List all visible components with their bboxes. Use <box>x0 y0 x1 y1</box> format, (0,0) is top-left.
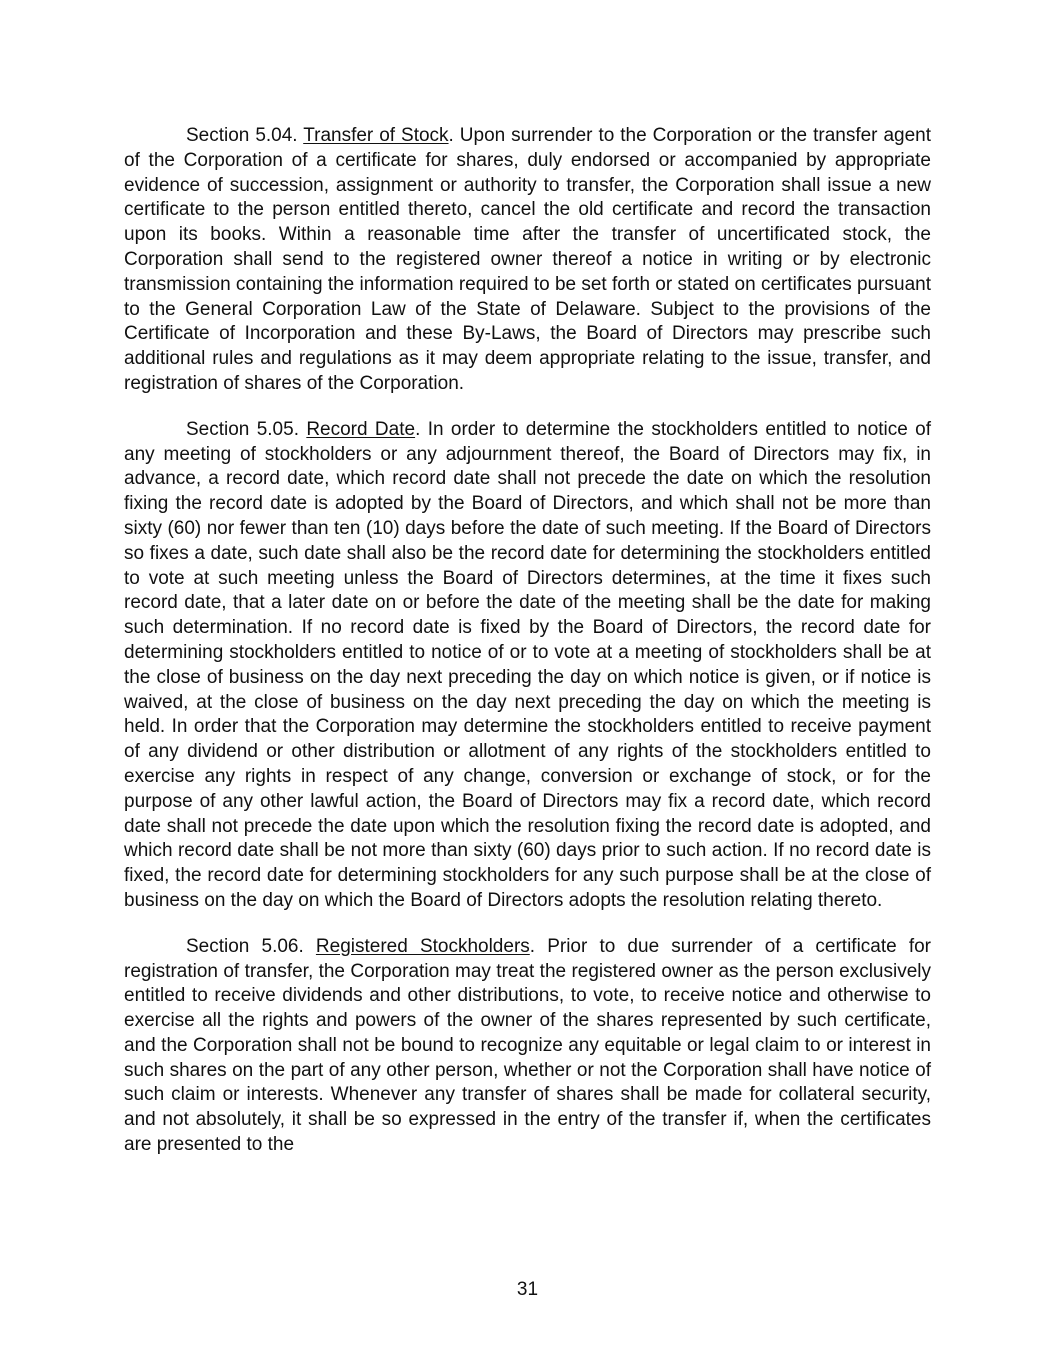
section-body: Prior to due surrender of a certificate for registration of transfer, the Corporation may treat the registered owner as the person exclusively entitled to receive dividends and other distributions, to vote, to receive notice and otherwise to exercise all the rights and powers of the owner of the shares represented by such certificate, and the Corporation shall not be bound to recognize any equitable or legal claim to or interest in such shares on the part of any other person, whether or not the Corporation shall have notice of such claim or interests. Whenever any transfer of shares shall be made for collateral security, and not absolutely, it shall be so expressed in the entry of the transfer if, when the certificates are presented to the <box>124 935 932 1156</box>
section-heading: Registered Stockholders <box>315 935 530 957</box>
section-number: Section 5.04. <box>186 125 298 146</box>
document-page <box>124 124 931 1179</box>
section-body: In order to determine the stockholders entitled to notice of any meeting of stockholders or any adjournment thereof, the Board of Directors may fix, in advance, a record date, which record date shall not precede the date on which the resolution fixing the record date is adopted by the Board of Directors, and which shall not be more than sixty (60) nor fewer than ten (10) days before the date of such meeting. If the Board of Directors so fixes a date, such date shall also be the record date for determining the stockholders entitled to vote at such meeting unless the Board of Directors determines, at the time it fixes such record date, that a later date on or before the date of the meeting shall be the date for making such determination. If no record date is fixed by the Board of Directors, the record date for determining stockholders entitled to notice of or to vote at a meeting of stockholders shall be at the close of business on the day next preceding the day on which notice is given, or if notice is waived, at the close of business on the day next preceding the day on which the meeting is held. In order that the Corporation may determine the stockholders entitled to receive payment of any dividend or other distribution or allotment of any rights of the stockholders entitled to exercise any rights in respect of any change, conversion or exchange of stock, or for the purpose of any other lawful action, the Board of Directors may fix a record date, which record date shall not precede the date upon which the resolution fixing the record date is adopted, and which record date shall be not more than sixty (60) days prior to such action. If no record date is fixed, the record date for determining stockholders for any such purpose shall be at the close of business on the day on which the Board of Directors adopts the resolution relating thereto. <box>124 418 932 911</box>
page-number: 31 <box>516 1279 539 1300</box>
section-number: Section 5.05. <box>186 418 299 440</box>
section-5-04: Section 5.04. Transfer of Stock. Upon surrender to the Corporation or the transfer agent of the Corporation of a certificate for shares, duly endorsed or accompanied by appropriate evidence of succession, assignment or authority to transfer, the Corporation shall issue a new certificate to the person entitled thereto, cancel the old certificate and record the transaction upon its books. Within a reasonable time after the transfer of uncertificated stock, the Corporation shall send to the registered owner thereof a notice in writing or by electronic transmission containing the information required to be set forth or stated on certificates pursuant to the General Corporation Law of the State of Delaware. Subject to the provisions of the Certificate of Incorporation and these By-Laws, the Board of Directors may prescribe such additional rules and regulations as it may deem appropriate relating to the issue, transfer, and registration of shares of the Corporation. <box>124 125 931 394</box>
section-5-06: Section 5.06. Registered Stockholders. Prior to due surrender of a certificate for registration of transfer, the Corporation may treat the registered owner as the person exclusively entitled to receive dividends and other distributions, to vote, to receive notice and otherwise to exercise all the rights and powers of the owner of the shares represented by such certificate, and the Corporation shall not be bound to recognize any equitable or legal claim to or interest in such shares on the part of any other person, whether or not the Corporation shall have notice of such claim or interests. Whenever any transfer of shares shall be made for collateral security, and not absolutely, it shall be so expressed in the entry of the transfer if, when the certificates are presented to the <box>124 935 932 1156</box>
section-number: Section 5.06. <box>186 935 304 957</box>
section-body: Upon surrender to the Corporation or the transfer agent of the Corporation of a certificate for shares, duly endorsed or accompanied by appropriate evidence of succession, assignment or authority to transfer, the Corporation shall issue a new certificate to the person entitled thereto, cancel the old certificate and record the transaction upon its books. Within a reasonable time after the transfer of uncertificated stock, the Corporation shall send to the registered owner thereof a notice in writing or by electronic transmission containing the information required to be set forth or stated on certificates pursuant to the General Corporation Law of the State of Delaware. Subject to the provisions of the Certificate of Incorporation and these By-Laws, the Board of Directors may prescribe such additional rules and regulations as it may deem appropriate relating to the issue, transfer, and registration of shares of the Corporation. <box>124 125 931 394</box>
section-5-05: Section 5.05. Record Date. In order to determine the stockholders entitled to notice of any meeting of stockholders or any adjournment thereof, the Board of Directors may fix, in advance, a record date, which record date shall not precede the date on which the resolution fixing the record date is adopted by the Board of Directors, and which shall not be more than sixty (60) nor fewer than ten (10) days before the date of such meeting. If the Board of Directors so fixes a date, such date shall also be the record date for determining the stockholders entitled to vote at such meeting unless the Board of Directors determines, at the time it fixes such record date, that a later date on or before the date of the meeting shall be the date for making such determination. If no record date is fixed by the Board of Directors, the record date for determining stockholders entitled to notice of or to vote at a meeting of stockholders shall be at the close of business on the day next preceding the day on which notice is given, or if notice is waived, at the close of business on the day next preceding the day on which the meeting is held. In order that the Corporation may determine the stockholders entitled to receive payment of any dividend or other distribution or allotment of any rights of the stockholders entitled to exercise any rights in respect of any change, conversion or exchange of stock, or for the purpose of any other lawful action, the Board of Directors may fix a record date, which record date shall not precede the date upon which the resolution fixing the record date is adopted, and which record date shall be not more than sixty (60) days prior to such action. If no record date is fixed, the record date for determining stockholders for any such purpose shall be at the close of business on the day on which the Board of Directors adopts the resolution relating thereto. <box>124 418 932 911</box>
section-heading: Transfer of Stock <box>303 125 449 146</box>
section-heading: Record Date <box>306 418 416 440</box>
